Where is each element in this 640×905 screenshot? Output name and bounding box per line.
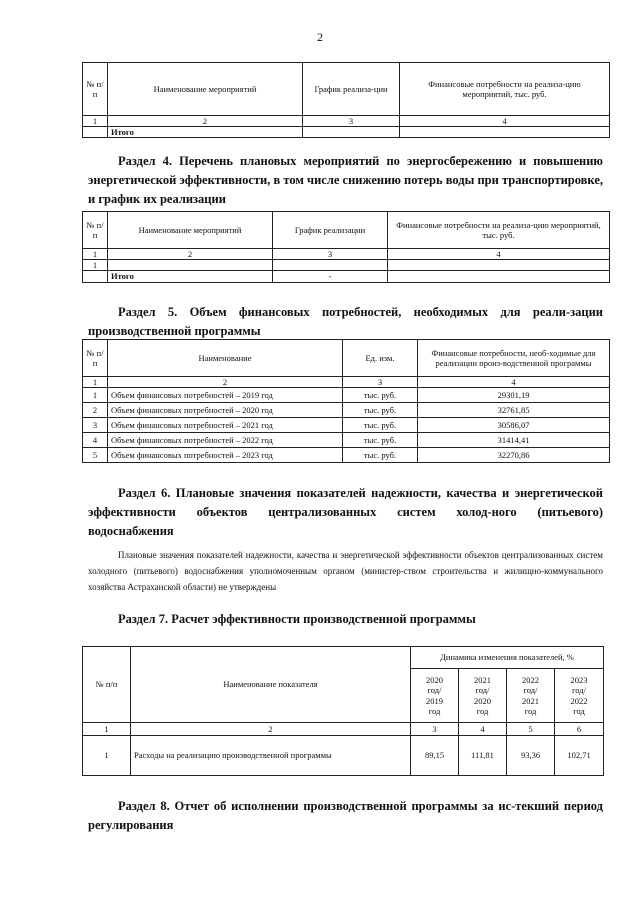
header-cell: Финансовые потребности на реализа-цию мероприятий, тыс. руб. — [400, 63, 610, 116]
table-row — [83, 418, 610, 433]
number-cell: 4 — [418, 377, 610, 388]
table-row — [83, 388, 610, 403]
row-unit: тыс. руб. — [343, 418, 418, 433]
year-header: 2022 год/ 2021 год — [507, 669, 555, 723]
total-dash: - — [273, 271, 388, 282]
number-cell: 3 — [273, 249, 388, 260]
header-cell: Финансовые потребности на реализа-цию мероприятий, тыс. руб. — [388, 212, 610, 249]
header-cell: Наименование мероприятий — [108, 63, 303, 116]
row-unit: тыс. руб. — [343, 388, 418, 403]
number-cell: 4 — [459, 723, 507, 736]
number-cell: 3 — [411, 723, 459, 736]
section6-text: Плановые значения показателей надежности, качества и энергетической эффективности объектов централизованных систем холодного (питьевого) водоснабжения уполномоченным органом (министер-ством строительства и жилищно-коммунального хозяйства Астраханской области) не утверждены — [88, 550, 603, 592]
row-value: 29301,19 — [418, 388, 610, 403]
header-cell: Наименование — [108, 340, 343, 377]
row-value: 93,36 — [507, 736, 555, 776]
total-label: Итого — [108, 127, 303, 138]
number-cell: 6 — [555, 723, 604, 736]
year-header: 2020 год/ 2019 год — [411, 669, 459, 723]
row-value: 31414,41 — [418, 433, 610, 448]
section5-title: Раздел 5. Объем финансовых потребностей, необходимых для реали-зации производственной программы — [88, 305, 603, 338]
number-cell: 4 — [400, 116, 610, 127]
row-value: 30586,07 — [418, 418, 610, 433]
number-cell: 2 — [108, 377, 343, 388]
row-name: Объем финансовых потребностей – 2019 год — [108, 388, 343, 403]
row-name: Расходы на реализацию производственной программы — [131, 736, 411, 776]
number-cell: 1 — [83, 249, 108, 260]
number-cell: 1 — [83, 377, 108, 388]
year-header: 2023 год/ 2022 год — [555, 669, 604, 723]
year-header: 2021 год/ 2020 год — [459, 669, 507, 723]
table-row — [83, 403, 610, 418]
header-cell: № п/п — [83, 63, 108, 116]
row-value: 32761,85 — [418, 403, 610, 418]
row-number: 2 — [83, 403, 108, 418]
header-dynamics: Динамика изменения показателей, % — [411, 647, 604, 669]
section4-table — [82, 211, 610, 283]
row-value: 102,71 — [555, 736, 604, 776]
section8-title: Раздел 8. Отчет об исполнении производственной программы за ис-текший период регулирования — [88, 799, 603, 832]
number-cell: 2 — [131, 723, 411, 736]
table-row — [83, 433, 610, 448]
row-unit: тыс. руб. — [343, 433, 418, 448]
measures-table — [82, 62, 610, 138]
header-cell: Наименование мероприятий — [108, 212, 273, 249]
number-cell: 1 — [83, 116, 108, 127]
row-value: 111,81 — [459, 736, 507, 776]
header-cell: № п/п — [83, 212, 108, 249]
row-name: Объем финансовых потребностей – 2020 год — [108, 403, 343, 418]
row-number: 5 — [83, 448, 108, 463]
section5-table — [82, 339, 610, 463]
row-name: Объем финансовых потребностей – 2021 год — [108, 418, 343, 433]
header-cell: № п/п — [83, 340, 108, 377]
number-cell: 1 — [83, 723, 131, 736]
number-cell: 2 — [108, 116, 303, 127]
row-value: 89,15 — [411, 736, 459, 776]
number-cell: 4 — [388, 249, 610, 260]
table-row — [83, 736, 604, 776]
table-row — [83, 448, 610, 463]
row-name: Объем финансовых потребностей – 2023 год — [108, 448, 343, 463]
row-name: Объем финансовых потребностей – 2022 год — [108, 433, 343, 448]
section6-title: Раздел 6. Плановые значения показателей надежности, качества и энергетической эффективности объектов централизованных систем холод-ного (питьевого) водоснабжения — [88, 486, 603, 538]
page-number: 2 — [317, 30, 323, 44]
section4-title: Раздел 4. Перечень плановых мероприятий по энергосбережению и повышению энергетической эффективности, в том числе снижению потерь воды при транспортировке, и график их реализации — [88, 154, 603, 206]
header-cell: График реализации — [273, 212, 388, 249]
row-number: 1 — [83, 736, 131, 776]
row-unit: тыс. руб. — [343, 403, 418, 418]
row-number: 3 — [83, 418, 108, 433]
row-number: 1 — [83, 260, 108, 271]
header-cell: № п/п — [83, 647, 131, 723]
number-cell: 5 — [507, 723, 555, 736]
header-cell: Финансовые потребности, необ-ходимые для реализации произ-водственной программы — [418, 340, 610, 377]
total-label: Итого — [108, 271, 273, 282]
section7-title: Раздел 7. Расчет эффективности производственной программы — [118, 612, 476, 626]
number-cell: 3 — [303, 116, 400, 127]
row-number: 4 — [83, 433, 108, 448]
number-cell: 2 — [108, 249, 273, 260]
number-cell: 3 — [343, 377, 418, 388]
header-cell: Ед. изм. — [343, 340, 418, 377]
row-number: 1 — [83, 388, 108, 403]
header-cell: График реализа-ции — [303, 63, 400, 116]
row-value: 32270,86 — [418, 448, 610, 463]
header-cell: Наименование показателя — [131, 647, 411, 723]
row-unit: тыс. руб. — [343, 448, 418, 463]
section7-table — [82, 646, 604, 776]
